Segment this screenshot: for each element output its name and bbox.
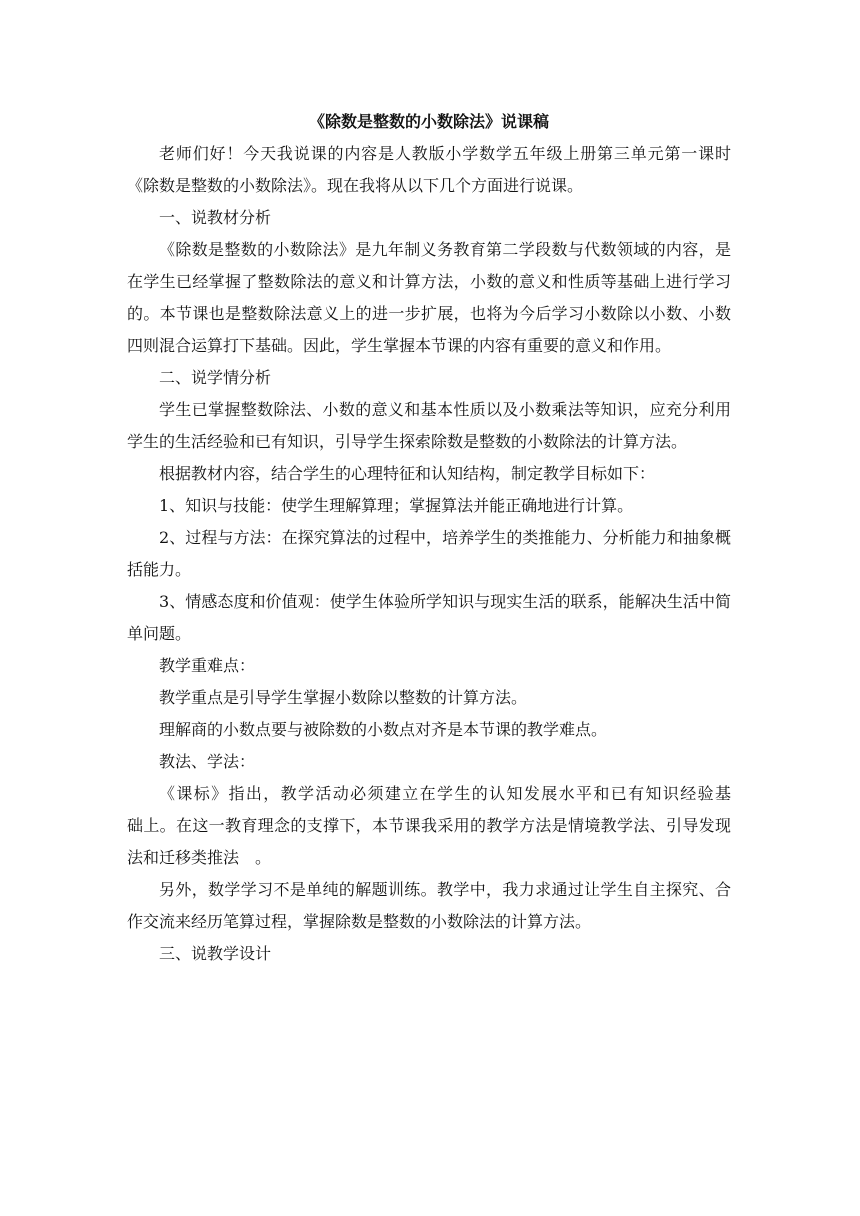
section-heading-textbook-analysis: 一、说教材分析 — [159, 208, 272, 227]
document-title: 《除数是整数的小数除法》说课稿 — [308, 112, 549, 131]
objective-process-methods: 2、过程与方法：在探究算法的过程中，培养学生的类推能力、分析能力和抽象概括能力。 — [127, 528, 731, 579]
key-point-paragraph: 教学重点是引导学生掌握小数除以整数的计算方法。 — [159, 688, 528, 707]
section-heading-student-analysis: 二、说学情分析 — [159, 368, 272, 387]
section-heading-teaching-design: 三、说教学设计 — [159, 944, 272, 963]
document-page — [127, 106, 764, 970]
objective-knowledge-skills: 1、知识与技能：使学生理解算理；掌握算法并能正确地进行计算。 — [159, 496, 634, 515]
student-analysis-paragraph: 学生已掌握整数除法、小数的意义和基本性质以及小数乘法等知识，应充分利用学生的生活经验和已有知识，引导学生探索除数是整数的小数除法的计算方法。 — [127, 400, 731, 451]
key-difficult-points-heading: 教学重难点： — [159, 656, 256, 675]
intro-paragraph: 老师们好！今天我说课的内容是人教版小学数学五年级上册第三单元第一课时《除数是整数的小数除法》。现在我将从以下几个方面进行说课。 — [127, 144, 731, 195]
methods-heading: 教法、学法： — [159, 752, 256, 771]
learning-paragraph: 另外，数学学习不是单纯的解题训练。教学中，我力求通过让学生自主探究、合作交流来经历笔算过程，掌握除数是整数的小数除法的计算方法。 — [127, 880, 731, 931]
objectives-intro-paragraph: 根据教材内容，结合学生的心理特征和认知结构，制定教学目标如下： — [159, 464, 656, 483]
difficult-point-paragraph: 理解商的小数点要与被除数的小数点对齐是本节课的教学难点。 — [159, 720, 608, 739]
objective-emotion-values: 3、情感态度和价值观：使学生体验所学知识与现实生活的联系，能解决生活中简单问题。 — [127, 592, 731, 643]
textbook-analysis-paragraph: 《除数是整数的小数除法》是九年制义务教育第二学段数与代数领域的内容，是在学生已经掌握了整数除法的意义和计算方法，小数的意义和性质等基础上进行学习的。本节课也是整数除法意义上的进一步扩展，也将为今后学习小数除以小数、小数四则混合运算打下基础。因此，学生掌握本节课的内容有重要的意义和作用。 — [127, 240, 731, 355]
methods-paragraph: 《课标》指出，教学活动必须建立在学生的认知发展水平和已有知识经验基 础上。在这一教育理念的支撑下，本节课我采用的教学方法是情境教学法、引导发现法和迁移类推法 。 — [127, 784, 764, 867]
